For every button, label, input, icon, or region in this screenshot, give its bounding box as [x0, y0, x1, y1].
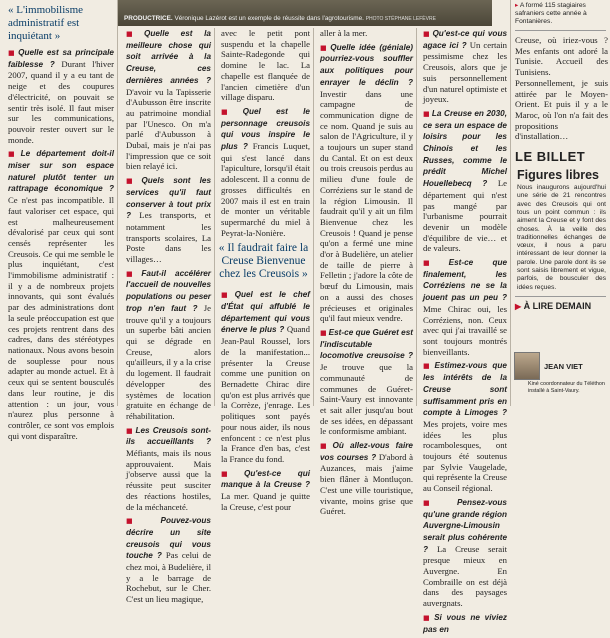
question-text: Les Creusois sont-ils accueillants ? [126, 425, 211, 447]
question-text: Est-ce que Guéret est l'indiscutable locomotive creusoise ? [320, 327, 413, 361]
question-text: Qu'est-ce qui vous agace ici ? [423, 29, 507, 50]
square-bullet-icon: ■ [423, 498, 455, 507]
square-bullet-icon: ■ [423, 613, 433, 622]
triangle-icon: ▶ [515, 301, 522, 311]
divider [515, 30, 606, 31]
column-1-paragraphs [2, 47, 116, 441]
answer-text: Je trouve qu'il y a toujours un superbe bâti ancien qui se dégrade en Creuse, alors qu'ailleurs, il y a la crise du logement. Il faudrait développer des systèmes de location gratuite en échange de réhabilitation. [126, 302, 211, 421]
column-3-paragraphs-2 [215, 289, 312, 512]
qa-paragraph [320, 327, 413, 437]
question-text: Le département doit-il miser sur son espace naturel plutôt tenter un rattrapage économique ? [8, 149, 114, 194]
billet-title: Figures libres [517, 168, 599, 183]
caption-credit: PHOTO STÉPHANE LEFÈVRE [365, 16, 436, 22]
qa-paragraph [8, 47, 114, 145]
square-bullet-icon: ■ [126, 177, 140, 186]
column-3-lead: avec le petit pont suspendu et la chapelle Sainte-Radegonde qui domine le lac. La chapelle est flanquée de l'ancien cimetière d'un village disparu. [221, 28, 310, 103]
qa-paragraph [423, 257, 507, 357]
answer-text: La mer. Quand je quitte la Creuse, c'est pour [221, 491, 310, 512]
square-bullet-icon: ■ [221, 291, 233, 300]
answer-text: D'avoir vu la Tapisserie d'Aubusson être inscrite au patrimoine mondial par l'Unesco. On m'a parlé d'Aubusson à Dubaï, mais je n'ai pas l'impression que ce soit bien relayé ici. [126, 86, 211, 172]
a-lire-demain-heading [515, 301, 606, 311]
column-1 [2, 0, 116, 444]
square-bullet-icon: ■ [126, 269, 140, 278]
qa-paragraph [320, 440, 413, 517]
question-text: Si vous ne viviez pas en [423, 612, 507, 634]
question-text: La Creuse en 2030, ce sera un espace de loisirs pour les Chinois et les Russes, comme le prédit Michel Houellebecq ? [423, 108, 507, 189]
column-6-lead: Creuse, où iriez-vous ? Mes enfants ont adoré la Tunisie. Accueil des Tunisiens. Personnellement, je suis attirée par le Moyen-Orient. Et puis il y a le Maroc, où l'on n'a fait des propositions d'installation… [515, 35, 608, 142]
square-bullet-icon: ■ [126, 426, 134, 435]
a-lire-demain-label: À LIRE DEMAIN [523, 300, 592, 311]
divider [515, 296, 606, 297]
answer-text: Les transports, et notamment les transports scolaires, La Poste dans les villages… [126, 210, 211, 265]
answer-text: Pas celui de chez moi, à Budelière, il y a le barrage de Rochebut, sur le Cher. C'est un lieu magique, [126, 550, 211, 605]
qa-paragraph [126, 175, 211, 265]
question-text: Où allez-vous faire vos courses ? [320, 441, 413, 462]
question-text: Pouvez-vous décrire un site creusois qui vous touche ? [126, 516, 211, 561]
square-bullet-icon: ■ [423, 30, 431, 38]
question-text: Faut-il accélérer l'accueil de nouvelles populations ou peser trop n'en faut ? [126, 268, 211, 313]
square-bullet-icon: ■ [423, 362, 433, 371]
square-bullet-icon: ■ [126, 517, 159, 526]
answer-text: Francis Luquet, qui s'est lancé dans l'apiculture, lorsqu'il était adolescent. Il a connu de grosses difficultés en 2007 mais il est en train de monter un véritable supermarché du miel à Peyrat-la-Nonière. [221, 141, 310, 238]
question-text: Quelle est la meilleure chose qui soit arrivée à la Creuse, ces dernières années ? [126, 29, 211, 85]
qa-paragraph [423, 612, 507, 635]
answer-text: Durant l'hiver 2007, quand il y a eu tant de neige et des coupures d'électricité, on pouvait se sentir très isolé. Il faut miser sur les communications, pouvoir rester ouvert sur le monde. [8, 58, 114, 145]
question-text: Qu'est-ce qui manque à la Creuse ? [221, 468, 310, 490]
question-text: Quels sont les services qu'il faut conserver à tout prix ? [126, 176, 211, 221]
answer-text: Mme Chirac oui, les Corréziens, non. Ceux avec qui j'ai travaillé se sont toujours montrés bienveillants. [423, 303, 507, 357]
qa-paragraph [126, 515, 211, 605]
arrow-icon: ▸ [515, 2, 519, 9]
qa-paragraph [423, 497, 507, 609]
person-name: JEAN VIET [544, 362, 583, 371]
billet-label: LE BILLET [515, 149, 586, 165]
question-text: Est-ce que finalement, les Corréziens ne se la jouent pas un peu ? [423, 258, 507, 303]
column-4-paragraphs [314, 42, 415, 517]
qa-paragraph [221, 468, 310, 513]
square-bullet-icon: ■ [320, 328, 327, 337]
qa-paragraph [221, 106, 310, 238]
column-3-paragraphs [215, 106, 312, 238]
caption-lead: PRODUCTRICE. [124, 15, 173, 22]
person-role: Kiné coordonnateur du Téléthon installé à Saint-Vaury. [528, 381, 605, 394]
qa-paragraph [8, 148, 114, 441]
column-divider [117, 0, 118, 406]
square-bullet-icon: ■ [221, 469, 243, 478]
billet-body: Nous inaugurons aujourd'hui une série de 21 rencontres avec des Creusois qui ont tous un point commun : ils aiment la Creuse et y font des choses. À la veille des traditionnelles échanges de vœux, il nous a paru intéressant de leur donner la parole. Une parole dont ils se sont saisis librement et vigue, parfois, de bousculer des idées reçues. [517, 184, 606, 291]
qa-paragraph [126, 268, 211, 422]
square-bullet-icon: ■ [423, 259, 447, 268]
square-bullet-icon: ■ [320, 43, 329, 52]
caption-text: Véronique Lazérot est un exemple de réussite dans l'agrotourisme. [174, 15, 364, 22]
avatar [514, 352, 540, 380]
question-text: Quel est le chef d'État qui affublé le département qui vous énerve le plus ? [221, 290, 310, 335]
top-note-text: A formé 115 stagiaires safraniers cette année à Fontanières. [515, 2, 587, 25]
square-bullet-icon: ■ [221, 107, 241, 116]
top-note [515, 2, 608, 26]
column-3 [215, 28, 312, 515]
answer-text: Ce n'est pas incompatible. Il faut valoriser cet espace, qui est malheureusement dévalorisé par ceux qui sont censés représenter les Creusois. Ce qui me semble le plus inquiétant, c'est l'immobilisme administratif : il y a de nombreux projets innovants, qui sont évalués par des administrations dont la seule préoccupation est que ces projets rentrent dans des cadres, dans des stéréotypes nationaux. Nous avons besoin de souplesse pour nous adapter au monde actuel. Et à ceux qui se sentent bousculés dans leur routine, je dis attention : un jour, vous n'aurez plus personne à contrôler, ce sont vos emplois qui vont disparaître. [8, 195, 114, 441]
pull-quote: « Il faudrait faire la Creuse Bienvenue chez les Creusois » [218, 242, 309, 281]
square-bullet-icon: ■ [8, 150, 19, 159]
question-text: Quelle idée (géniale) pourriez-vous souffler aux politiques pour enrayer le déclin ? [320, 42, 413, 87]
qa-paragraph [423, 360, 507, 493]
square-bullet-icon: ■ [423, 109, 430, 118]
qa-paragraph [423, 108, 507, 254]
answer-text: Investir dans une campagne de communication digne de ce nom. Quand je suis au salon de l'Agriculture, il y a toujours un super stand du Cantal. Et on est deux ou trois creusois perdus au milieu d'une foule de Corréziens sur le stand de la région Limousin. Il faudrait qu'il y ait un film Bienvenue chez les Creusois ! Quand je pense qu'on a fermé une mine d'or à Budelière, un atelier de taille de pierre à Felletin ; j'adore la côte de bœuf du Limousin, mais on a aussi des choses précieuses et originales qu'il faut mieux vendre. [320, 88, 413, 324]
answer-text: Le département qui n'est pas mangé par l'urbanisme pourrait devenir un modèle d'équilibre de vie… et de valeurs. [423, 178, 507, 254]
question-text: Estimez-vous que les intérêts de la Creuse sont suffisamment pris en compte à Limoges ? [423, 361, 507, 418]
answer-text: Quand Jean-Paul Roussel, lors de la manifestation... présenter la Creuse comme une punition on Bernadette Chirac dire qu'on est plus arrivés que la Corrèze, j'enrage. Les politiques sont payés pour nous aider, ils nous enfoncent : ce n'est plus la France d'en bas, c'est la France du fond. [221, 324, 310, 464]
answer-text: Je trouve que la communauté de communes de Guéret-Saint-Vaury est innovante et sait aller jusqu'au bout de ses idées, en dépassant le conformisme ambiant. [320, 362, 413, 437]
qa-paragraph [126, 425, 211, 513]
column-2 [120, 28, 213, 608]
column-4 [314, 28, 415, 520]
square-bullet-icon: ■ [320, 442, 331, 451]
answer-text: Mes projets, voire mes idées les plus rocambolesques, ont toujours été soutenus par Sylvie Vaugelade, qui représente la Creuse au Conseil régional. [423, 418, 507, 494]
question-text: Quelle est sa principale faiblesse ? [8, 48, 114, 69]
column-6 [511, 0, 610, 313]
answer-text: Méfiants, mais ils nous approuvaient. Mais j'observe aussi que la réussite peut susciter des réactions hostiles, de la méchanceté. [126, 448, 211, 512]
column-5 [417, 28, 509, 638]
photo-caption [118, 15, 498, 26]
qa-paragraph [423, 28, 507, 105]
qa-paragraph [221, 289, 310, 464]
question-text: Pensez-vous qu'une grande région Auvergne-Limousin serait plus cohérente ? [423, 497, 507, 554]
column-4-lead: aller à la mer. [320, 28, 368, 38]
square-bullet-icon: ■ [126, 30, 142, 38]
interview-quote: « L'immobilisme administratif est inquiétant » [8, 4, 84, 42]
qa-paragraph [126, 28, 211, 172]
question-text: Quel est le personnage creusois qui vous inspire le plus ? [221, 106, 310, 152]
answer-text: Un certain pessimisme chez les Creusois, alors que je suis personnellement d'un naturel optimiste et joyeux. [423, 39, 507, 105]
qa-paragraph [320, 42, 413, 324]
answer-text: La Creuse serait presque mieux en Auvergne. En Combraille on est déjà dans des paysages auvergnats. [423, 543, 507, 609]
answer-text: D'abord à Auzances, mais j'aime bien flâner à Montluçon. C'est une ville touristique, vivante, moins grise que Guéret. [320, 451, 413, 517]
square-bullet-icon: ■ [8, 49, 17, 57]
billet-header [515, 148, 606, 166]
